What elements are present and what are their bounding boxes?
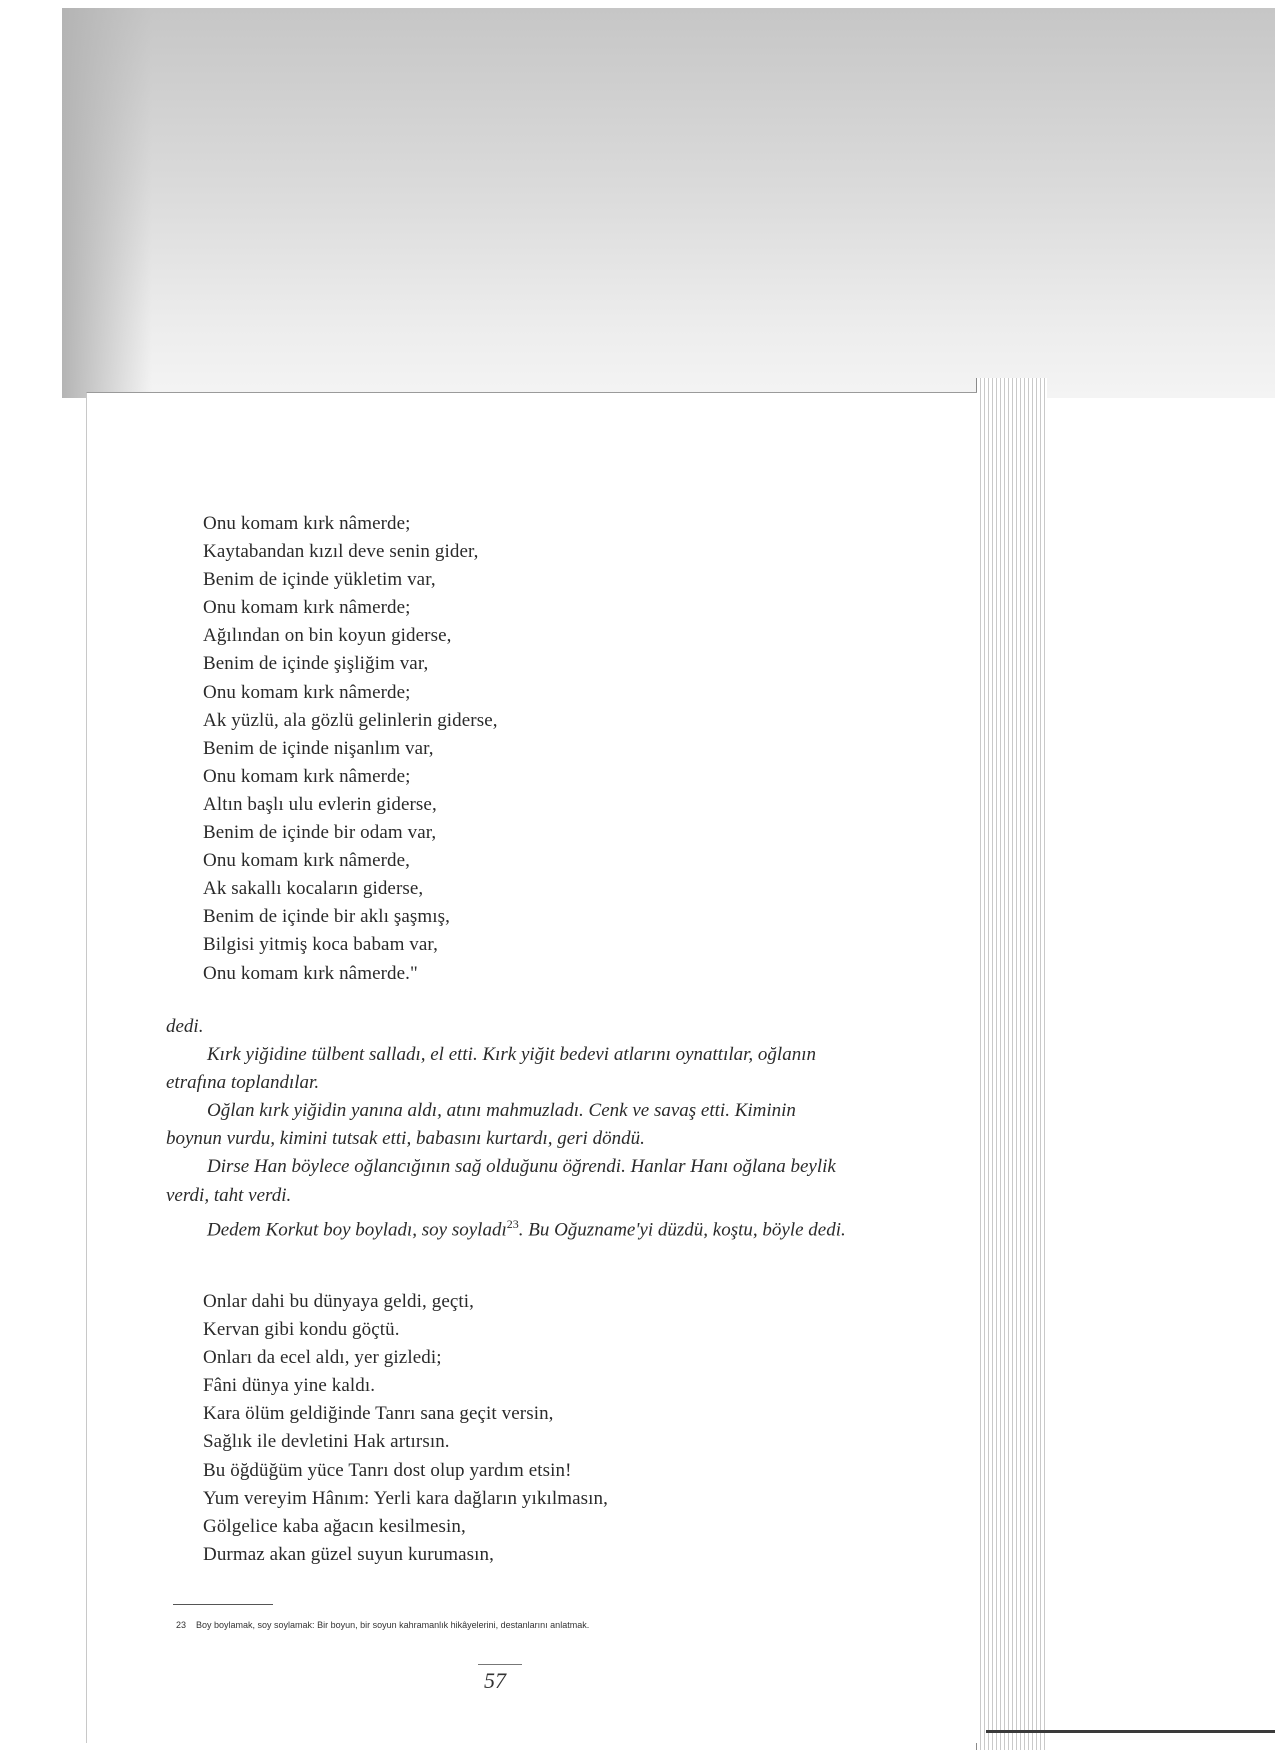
verse-line: Onlar dahi bu dünyaya geldi, geçti, [203, 1291, 475, 1312]
page-number-rule [478, 1664, 522, 1665]
verse-line: Onları da ecel aldı, yer gizledi; [203, 1347, 442, 1369]
prose-block [166, 1013, 854, 1244]
verse-line: Kervan gibi kondu göçtü. [203, 1319, 400, 1341]
verse-line: Kara ölüm geldiğinde Tanrı sana geçit versin, [203, 1403, 554, 1425]
verse-line: Onu komam kırk nâmerde; [203, 513, 411, 534]
footnote [176, 1620, 589, 1630]
verse-line: Onu komam kırk nâmerde; [203, 681, 411, 703]
verse-line: Kaytabandan kızıl deve senin gider, [203, 541, 479, 563]
footnote-text: Boy boylamak, soy soylamak: Bir boyun, bir soyun kahramanlık hikâyelerini, destanlarını anlatmak. [196, 1620, 590, 1630]
footnote-number: 23 [176, 1620, 187, 1630]
prose-paragraph: Oğlan kırk yiğidin yanına aldı, atını mahmuzladı. Cenk ve savaş etti. Kiminin boynun vurdu, kimini tutsak etti, babasını kurtardı, geri döndü. [166, 1100, 796, 1150]
verse-line: Durmaz akan güzel suyun kurumasın, [203, 1543, 494, 1565]
prose-paragraph [166, 1210, 854, 1244]
prose-paragraph: Dirse Han böylece oğlancığının sağ olduğunu öğrendi. Hanlar Hanı oğlana beylik verdi, taht verdi. [166, 1156, 836, 1206]
verse-line: Gölgelice kaba ağacın kesilmesin, [203, 1515, 466, 1537]
scan-shadow-edge [62, 8, 152, 398]
prose-text: . Bu Oğuzname'yi düzdü, koştu, böyle dedi. [518, 1218, 846, 1240]
verse-line: Ağılından on bin koyun giderse, [203, 625, 452, 647]
prose-paragraph: Kırk yiğidine tülbent salladı, el etti. Kırk yiğit bedevi atlarını oynattılar, oğlanın etrafına toplandılar. [166, 1044, 816, 1094]
verse-block-top [203, 510, 498, 988]
page-number: 57 [484, 1668, 506, 1693]
verse-line: Benim de içinde yükletim var, [203, 569, 436, 591]
verse-line: Onu komam kırk nâmerde." [203, 962, 418, 984]
prose-dedi: dedi. [166, 1016, 204, 1037]
verse-line: Bilgisi yitmiş koca babam var, [203, 934, 438, 956]
verse-line: Onu komam kırk nâmerde, [203, 850, 411, 872]
verse-block-bottom [203, 1288, 608, 1569]
verse-line: Bu öğdüğüm yüce Tanrı dost olup yardım etsin! [203, 1459, 572, 1481]
scan-shadow [62, 8, 1275, 398]
verse-line: Benim de içinde şişliğim var, [203, 653, 429, 675]
verse-line: Onu komam kırk nâmerde; [203, 597, 411, 619]
verse-line: Sağlık ile devletini Hak artırsın. [203, 1431, 450, 1453]
footnote-ref: 23 [506, 1216, 519, 1231]
verse-line: Altın başlı ulu evlerin giderse, [203, 793, 437, 815]
verse-line: Benim de içinde nişanlım var, [203, 737, 434, 759]
footnote-rule [173, 1604, 273, 1605]
verse-line: Fâni dünya yine kaldı. [203, 1375, 376, 1397]
book-bottom-edge [986, 1730, 1275, 1733]
verse-line: Yum vereyim Hânım: Yerli kara dağların yıkılmasın, [203, 1487, 608, 1509]
prose-text: Dedem Korkut boy boyladı, soy soyladı [207, 1218, 507, 1240]
verse-line: Ak sakallı kocaların giderse, [203, 878, 424, 900]
book-page-edges [976, 378, 1047, 1750]
verse-line: Ak yüzlü, ala gözlü gelinlerin giderse, [203, 709, 498, 731]
verse-line: Onu komam kırk nâmerde; [203, 765, 411, 787]
verse-line: Benim de içinde bir odam var, [203, 822, 437, 844]
verse-line: Benim de içinde bir aklı şaşmış, [203, 906, 450, 928]
